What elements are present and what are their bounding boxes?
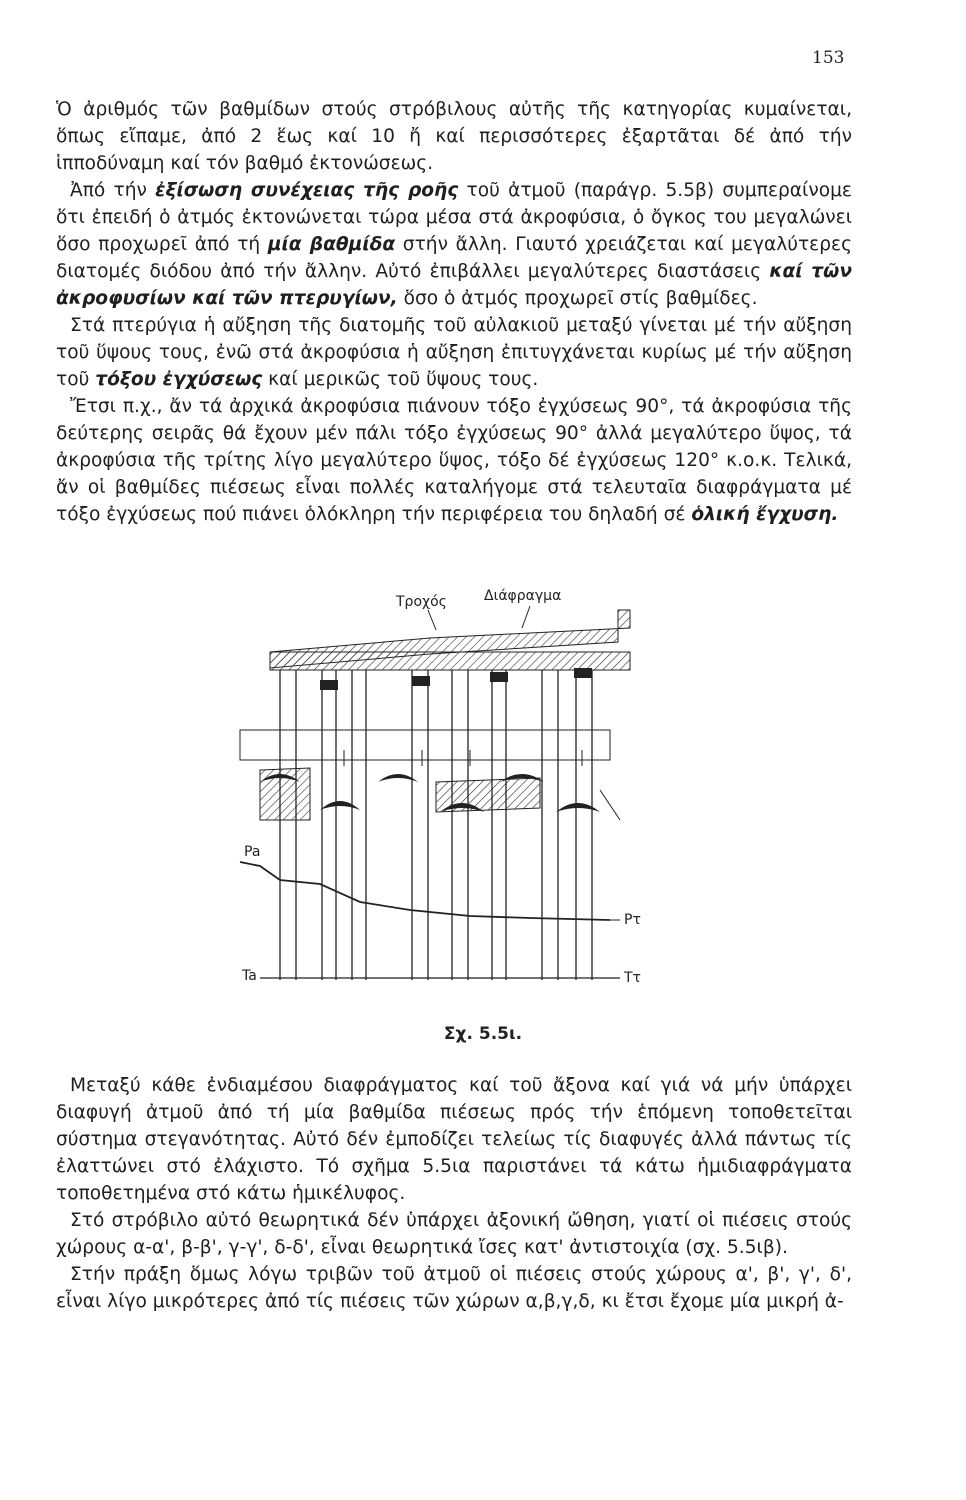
text-run: Ἔτσι π.χ., ἄν τά ἀρχικά ἀκροφύσια πιάνουν τόξο ἐγχύσεως 90°, τά ἀκροφύσια τῆς δεύτερης σειρᾶς θά ἔχουν μέν πάλι τόξο ἐγχύσεως 90° ἀλλά μεγαλύτερο ὕψος, τά ἀκροφύσια τῆς τρίτης λίγο μεγαλύτερο ὕψος, τόξο δέ ἐγχύσεως 120° κ.ο.κ. Τελικά, ἄν οἱ βαθμίδες πιέσεως εἶναι πολλές καταλήγομε στά τελευταῖα διαφράγματα μέ τόξο ἐγχύσεως πού πιάνει ὁλόκληρη τήν περιφέρεια του δηλαδή σέ	[56, 396, 852, 525]
label-ta: Ta	[242, 968, 257, 984]
label-diaphragm: Διάφραγμα	[484, 588, 562, 604]
text-run: Στά πτερύγια ἡ αὔξηση τῆς διατομῆς τοῦ αὐλακιοῦ μεταξύ γίνεται μέ τήν αὔξηση τοῦ ὕψους τους, ἐνῶ στά ἀκροφύσια ἡ αὔξηση ἐπιτυγχάνεται κυρίως μέ τήν αὔξηση τοῦ	[56, 315, 852, 390]
paragraph-continuity	[56, 177, 852, 312]
emphasis-continuity-equation: ἐξίσωση συνέχειας τῆς ροῆς	[155, 180, 459, 201]
paragraph-axial-thrust: Στό στρόβιλο αὐτό θεωρητικά δέν ὑπάρχει ἀξονική ὤθηση, γιατί οἱ πιέσεις στούς χώρους α-α', β-β', γ-γ', δ-δ', εἶναι θεωρητικά ἴσες κατ' ἀντιστοιχία (σχ. 5.5ιβ).	[56, 1210, 852, 1258]
blade-profiles	[260, 774, 600, 812]
turbine-diagram	[200, 580, 660, 1000]
emphasis-full-injection: ὁλική ἔγχυση.	[691, 504, 839, 525]
emphasis-injection-arc: τόξου ἐγχύσεως	[95, 369, 263, 390]
top-text-block	[56, 96, 852, 528]
emphasis-one-stage: μία βαθμίδα	[267, 234, 396, 255]
leader-line	[428, 610, 436, 630]
bottom-text-block	[56, 1072, 852, 1315]
emphasis-nozzles-blades: καί τῶν ἀκροφυσίων καί τῶν πτερυγίων,	[56, 261, 852, 309]
blade-tips	[320, 668, 592, 690]
paragraph-example	[56, 393, 852, 528]
text-run: στήν ἄλλη. Γιαυτό χρειάζεται καί μεγαλύτερες διατομές διόδου ἀπό τήν ἄλλην. Αὐτό ἐπιβάλλει μεγαλύτερες διαστάσεις	[56, 234, 852, 282]
text-run: καί μερικῶς τοῦ ὕψους τους.	[262, 369, 539, 390]
leader-line	[522, 606, 530, 628]
paragraph-blades	[56, 312, 852, 393]
text-run: ὅσο ὁ ἀτμός προχωρεῖ στίς βαθμίδες.	[397, 288, 758, 309]
casing-band	[270, 652, 630, 670]
label-tt: Tτ	[624, 970, 641, 986]
turbine-stage-figure	[200, 580, 660, 1000]
label-pt: Pτ	[624, 912, 641, 928]
paragraph-stages-count: Ὁ ἀριθμός τῶν βαθμίδων στούς στρόβιλους αὐτῆς τῆς κατηγορίας κυμαίνεται, ὅπως εἴπαμε, ἀπό 2 ἕως καί 10 ἤ καί περισσότερες ἐξαρτᾶται δέ ἀπό τήν ἱπποδύναμη καί τόν βαθμό ἐκτονώσεως.	[56, 99, 852, 174]
paragraph-sealing: Μεταξύ κάθε ἐνδιαμέσου διαφράγματος καί τοῦ ἄξονα καί γιά νά μήν ὑπάρχει διαφυγή ἀτμοῦ ἀπό τή μία βαθμίδα πιέσεως πρός τήν ἑπόμενη τοποθετεῖται σύστημα στεγανότητας. Αὐτό δέν ἐμποδίζει τελείως τίς διαφυγές ἀλλά πάντως τίς ἐλαττώνει στό ἐλάχιστο. Τό σχῆμα 5.5ια παριστάνει τά κάτω ἡμιδιαφράγματα τοποθετημένα στό κάτω ἡμικέλυφος.	[56, 1075, 852, 1204]
stage-columns	[280, 670, 592, 980]
page-number: 153	[812, 48, 845, 68]
text-run: τοῦ ἀτμοῦ (παράγρ. 5.5β) συμπεραίνομε ὅτι ἐπειδή ὁ ἀτμός ἐκτονώνεται τώρα μέσα στά ἀκροφύσια, ὁ ὄγκος του μεγαλώνει ὅσο προχωρεῖ ἀπό τή	[56, 180, 852, 255]
figure-caption: Σχ. 5.5ι.	[443, 1024, 523, 1044]
paragraph-friction: Στήν πράξη ὅμως λόγω τριβῶν τοῦ ἀτμοῦ οἱ πιέσεις στούς χώρους α', β', γ', δ', εἶναι λίγο μικρότερες ἀπό τίς πιέσεις τῶν χώρων α,β,γ,δ, κι ἔτσι ἔχομε μία μικρή ἀ-	[56, 1264, 852, 1312]
label-pa: Pa	[244, 844, 261, 860]
label-wheel: Τροχός	[396, 594, 447, 610]
text-run: Ἀπό τήν	[70, 180, 156, 201]
